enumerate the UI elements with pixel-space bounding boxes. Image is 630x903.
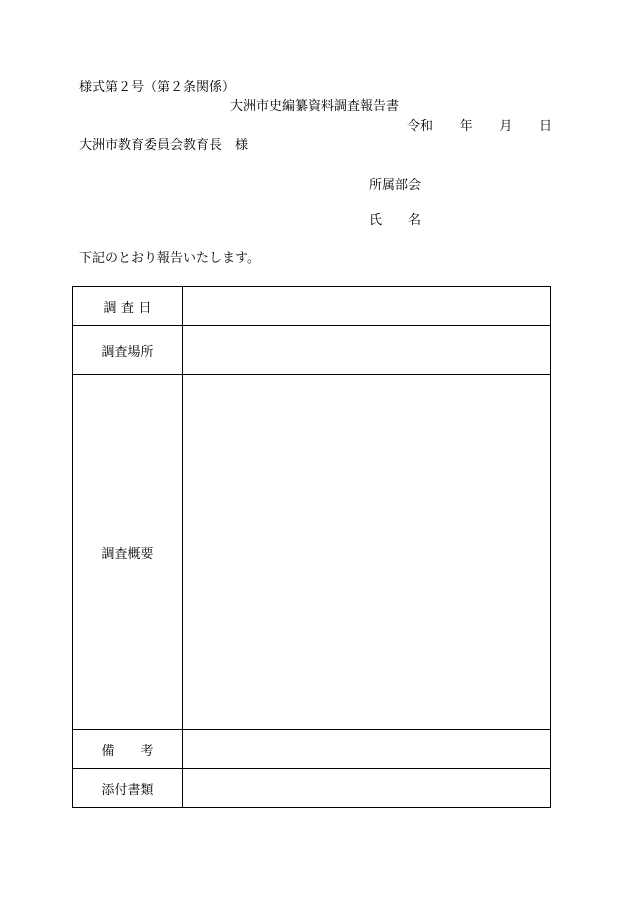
table-row-remarks	[73, 730, 551, 769]
label-char: 日	[138, 300, 152, 316]
field-survey-place[interactable]	[183, 326, 551, 375]
name-label-char-1: 氏	[369, 213, 383, 228]
label-char: 考	[140, 743, 154, 759]
date-line	[407, 120, 552, 133]
intro-text: 下記のとおり報告いたします。	[79, 251, 260, 266]
label-survey-date	[73, 287, 183, 326]
date-year: 年	[459, 119, 473, 134]
field-attachments[interactable]	[183, 769, 551, 808]
field-survey-date[interactable]	[183, 287, 551, 326]
report-table	[72, 286, 551, 808]
date-month: 月	[499, 119, 513, 134]
label-survey-place: 調査場所	[73, 326, 183, 375]
form-number: 様式第２号（第２条関係）	[79, 80, 236, 95]
name-label-char-2: 名	[407, 213, 421, 228]
date-day: 日	[538, 119, 552, 134]
name-label	[369, 214, 421, 227]
label-char: 調	[103, 300, 117, 316]
table-row-survey-summary	[73, 375, 551, 730]
date-era: 令和	[407, 119, 434, 134]
table-row-attachments	[73, 769, 551, 808]
department-label: 所属部会	[369, 178, 422, 193]
table-row-survey-date	[73, 287, 551, 326]
label-char: 備	[101, 743, 115, 759]
addressee: 大洲市教育委員会教育長 様	[79, 138, 249, 153]
label-remarks	[73, 730, 183, 769]
label-survey-summary: 調査概要	[73, 375, 183, 730]
field-remarks[interactable]	[183, 730, 551, 769]
label-attachments: 添付書類	[73, 769, 183, 808]
document-title: 大洲市史編纂資料調査報告書	[230, 99, 400, 114]
label-char: 査	[120, 300, 134, 316]
field-survey-summary[interactable]	[183, 375, 551, 730]
table-row-survey-place	[73, 326, 551, 375]
